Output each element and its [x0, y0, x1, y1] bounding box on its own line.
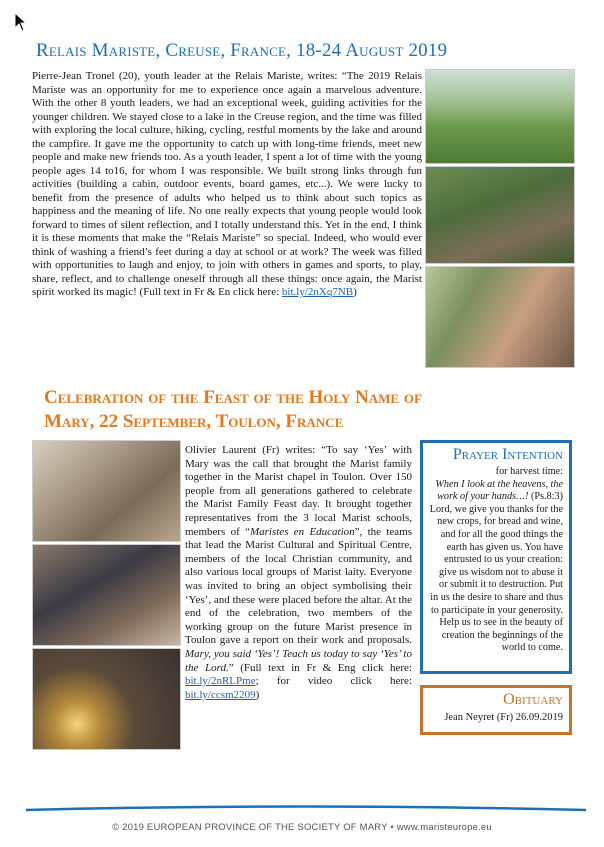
photo-hikers-field	[425, 69, 575, 164]
holy-name-text-3: ” (Full text in Fr & Eng click here:	[228, 661, 412, 674]
obituary-box	[420, 685, 572, 735]
holy-name-article	[185, 444, 412, 702]
prayer-intention-body	[429, 466, 563, 655]
holy-name-text-5: )	[255, 688, 260, 701]
footer-copyright: © 2019 EUROPEAN PROVINCE OF THE SOCIETY OF MARY • www.maristeurope.eu	[112, 822, 492, 833]
prayer-intention-title: Prayer Intention	[452, 446, 563, 463]
footer-divider	[26, 803, 586, 813]
section-title-relais-mariste: Relais Mariste, Creuse, France, 18-24 August 2019	[36, 40, 448, 61]
holy-name-italic-2: Mary, you said ‘Yes’! Teach us today to say ‘Yes’ to the Lord.	[185, 647, 412, 674]
prayer-line1: for harvest time:	[495, 466, 563, 477]
holy-name-text-4: ; for video click here:	[255, 675, 412, 688]
prayer-text: Lord, we give you thanks for the new crops, for bread and wine, and for all the good things the earth has given us. You have entrusted to us your creation: give us wisdom not to abuse it or submit it to destruction. Put in us the desire to share and thus to participate in your generosity. Help us to see in the beauty of creation the beginnings of the world to come.	[429, 503, 563, 654]
photo-candles-children	[32, 648, 181, 750]
relais-mariste-article	[32, 70, 422, 300]
holy-name-text-1: Olivier Laurent (Fr) writes: “To say ‘Yes’ with Mary was the call that brought the Marist family together in the Marist chapel in Toulon. Over 150 people from all generations gathered to celebrate the Marist Family Feast day. It brought together representatives from the 3 local Marist schools, members of “	[185, 444, 412, 538]
mouse-cursor-icon	[14, 12, 28, 32]
photo-group-seated-grass	[425, 166, 575, 264]
photo-young-people-closeup	[425, 266, 575, 368]
holy-name-text-2: ”, the teams that lead the Marist Cultural and Spiritual Centre, members of the local Christian community, and also various local groups of Marist laity. Everyone was invited to bring an object symbolising their ‘Yes’, and these were placed before the altar. At the end of the celebration, two members of the working group on the future Marist presence in Toulon gave a report on their work and proposals.	[185, 525, 412, 647]
section-title-holy-name-of-mary: Celebration of the Feast of the Holy Name of Mary, 22 September, Toulon, France	[44, 387, 422, 432]
prayer-quote: When I look at the heavens, the work of your hands…!	[435, 478, 563, 503]
relais-mariste-text-end: )	[353, 286, 357, 298]
photo-chapel-congregation	[32, 440, 181, 542]
relais-mariste-text: Pierre-Jean Tronel (20), youth leader at the Relais Mariste, writes: “The 2019 Relais Mariste was an opportunity for me to experience once again a marvelous adventure. With the other 8 youth leaders, we had an exceptional week, guiding activities for the younger children. We stayed close to a lake in the Creuse region, and the time was filled with exploring the local culture, hiking, cycling, restful moments by the lake and around the campfire. It gave me the opportunity to catch up with long-time friends, meet new people and make new friends too. As a youth leader, I spent a lot of time with the young people ages 14 to16, for whom I was responsible. We built strong links through fun activities (building a cabin, outdoor events, board games, etc...). We were lucky to benefit from the presence of adults who helped us to think about such topics as happiness and the meaning of life. No one really expects that young people would look forward to times of silent reflection, and I totally understand this. Yet in the end, I think it is these moments that make the “Relais Mariste” so special. Indeed, who would ever think of washing a friend’s feet during a day at school or at work? The week was filled with opportunities to laugh and enjoy, to join with others in games and sports, to play, share, reflect, and to challenge oneself through all these things: once again, the Marist spirit worked its magic! (Full text in Fr & En click here:	[32, 70, 422, 298]
holy-name-italic-1: Maristes en Education	[249, 525, 355, 538]
prayer-intention-box	[420, 440, 572, 674]
relais-mariste-link[interactable]: bit.ly/2nXq7NB	[281, 286, 354, 298]
obituary-title: Obituary	[503, 691, 563, 708]
holy-name-video-link[interactable]: bit.ly/ccsm2209	[185, 688, 256, 701]
holy-name-text-link[interactable]: bit.ly/2nRLPme	[185, 675, 256, 688]
photo-group-holding-banner	[32, 544, 181, 646]
prayer-reference: (Ps.8:3)	[528, 491, 563, 503]
obituary-entry: Jean Neyret (Fr) 26.09.2019	[444, 712, 563, 723]
